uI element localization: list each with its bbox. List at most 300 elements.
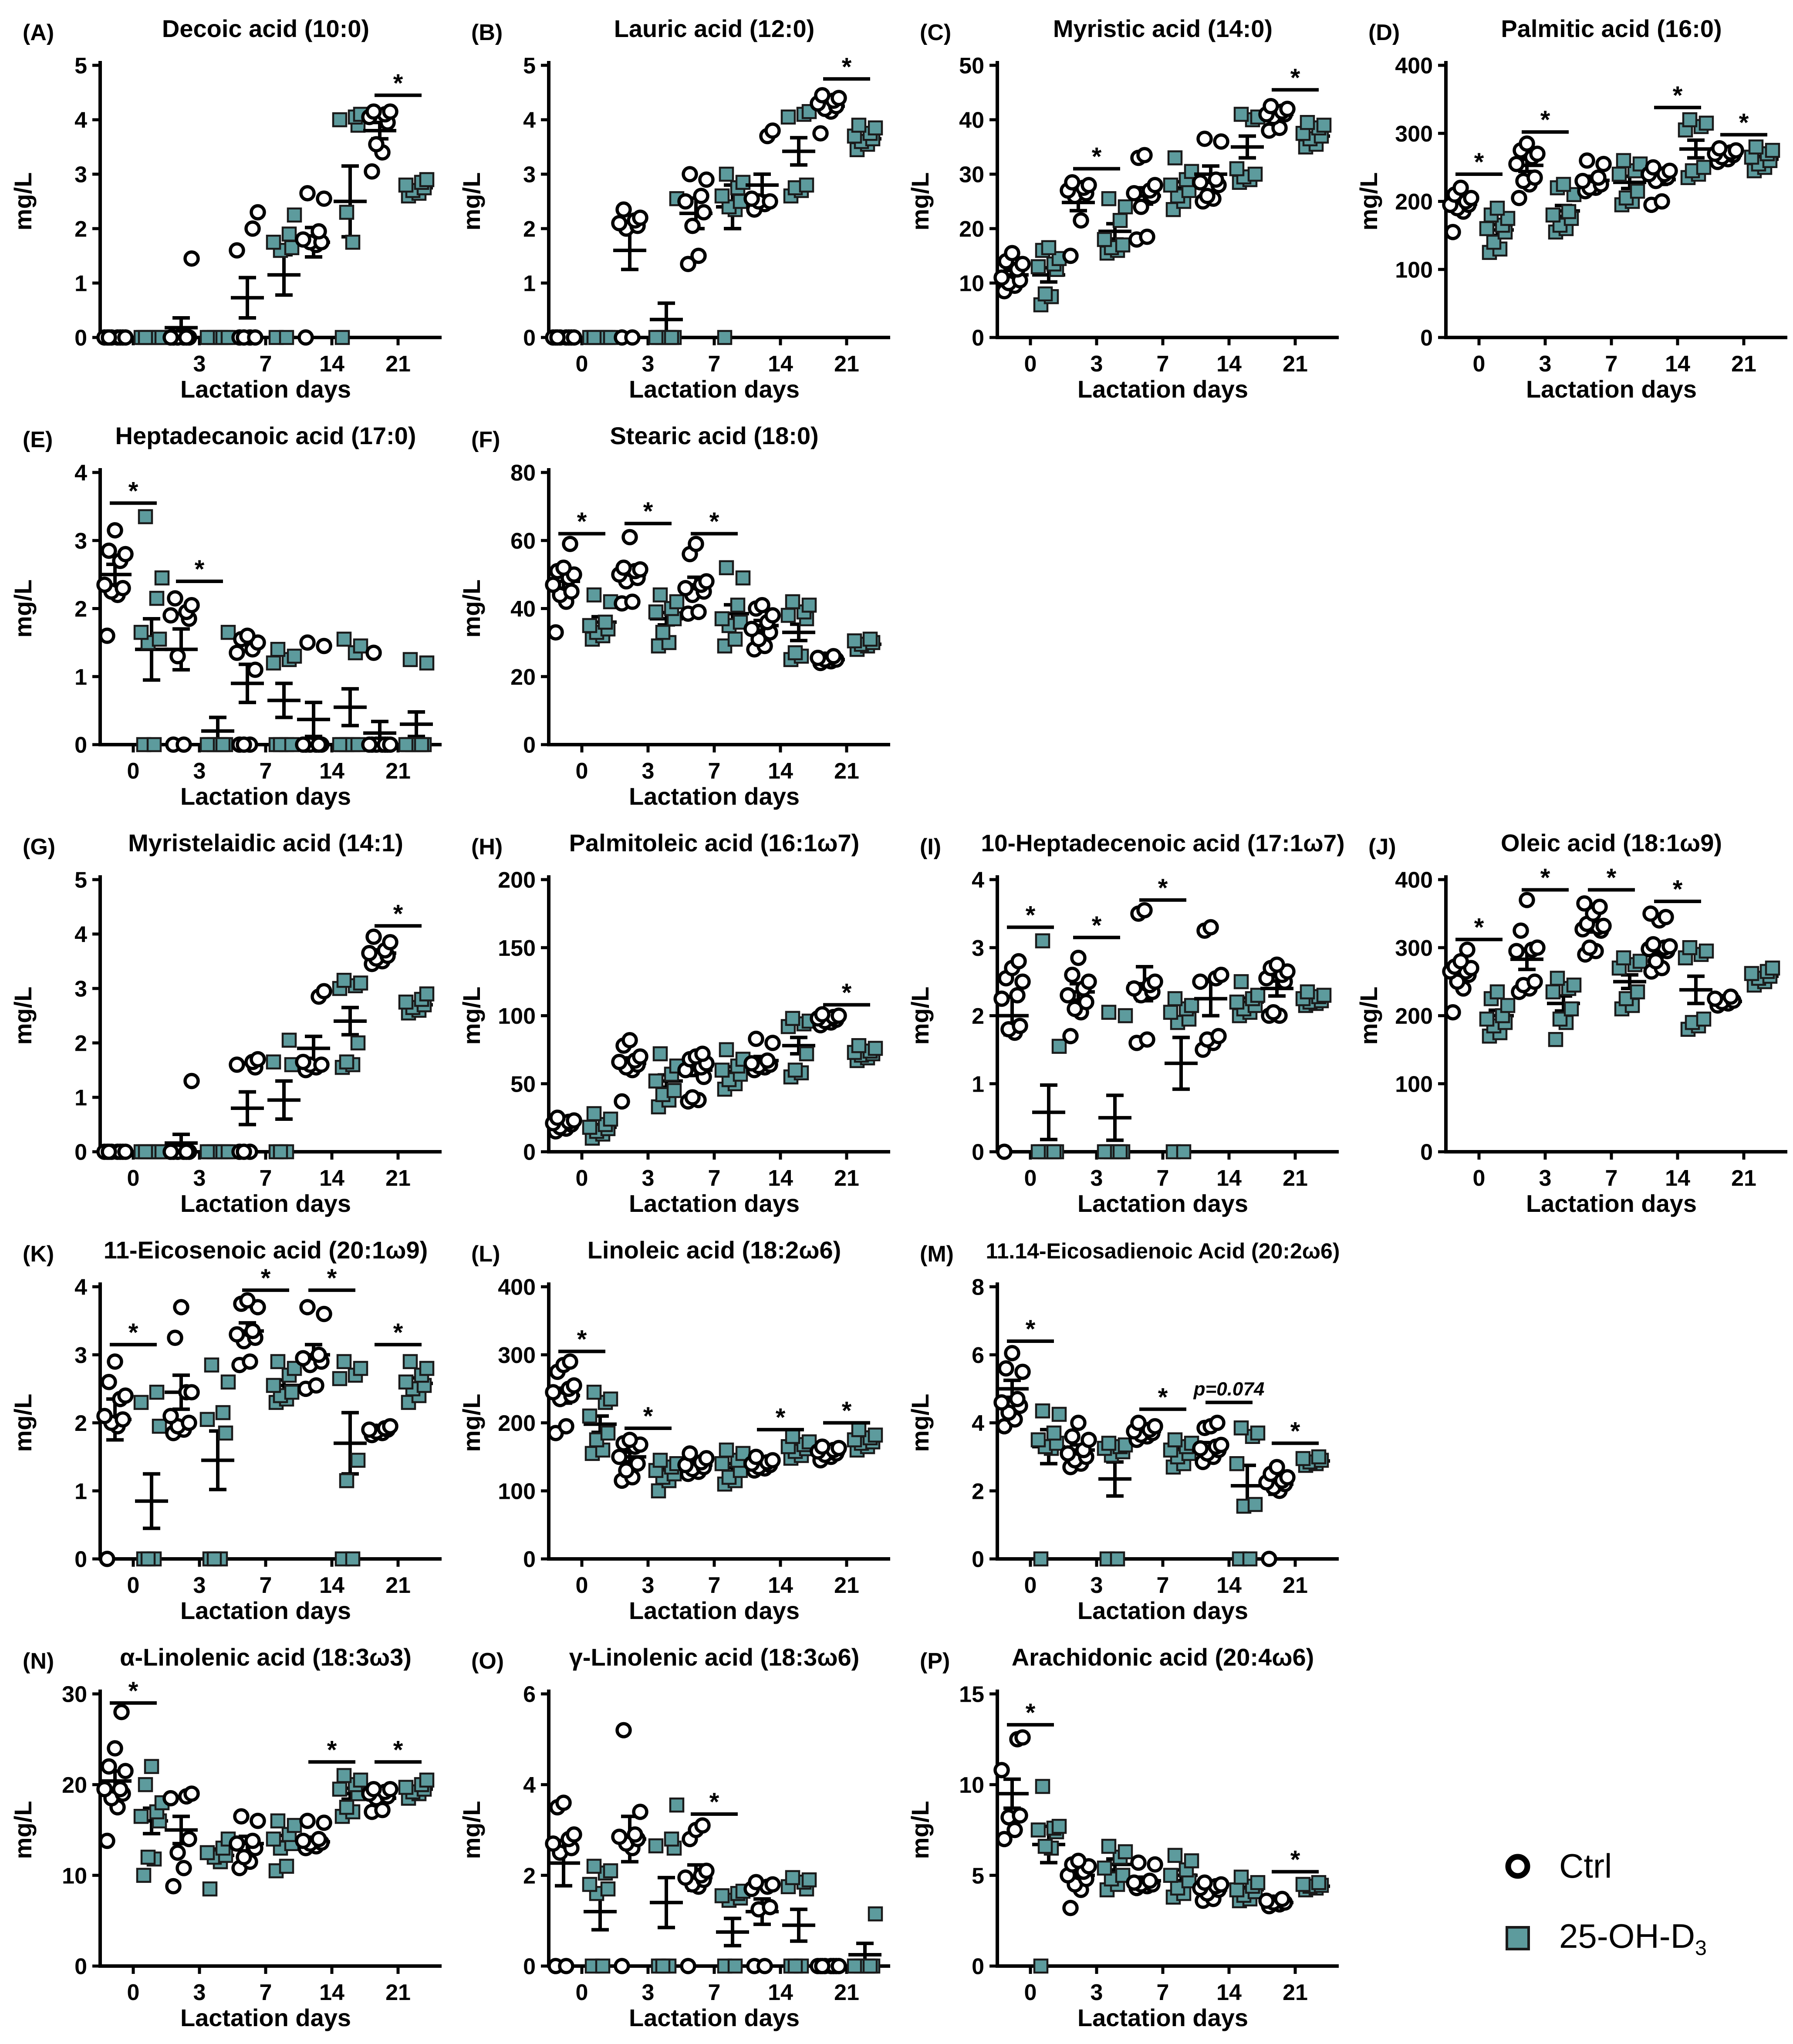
d3-error-bar	[782, 138, 815, 165]
svg-text:*: *	[1672, 875, 1683, 904]
svg-text:14: 14	[319, 1166, 344, 1191]
panel-letter: (C)	[920, 20, 952, 45]
svg-text:100: 100	[1395, 257, 1433, 283]
svg-text:0: 0	[523, 1547, 536, 1572]
svg-text:14: 14	[768, 1573, 793, 1598]
ctrl-points	[679, 537, 713, 620]
panel-title: 11-Eicosenoic acid (20:1ω9)	[103, 1236, 428, 1264]
svg-text:60: 60	[510, 528, 536, 554]
x-axis-label: Lactation days	[180, 1597, 351, 1624]
d3-points	[848, 119, 882, 156]
significance-annotation	[691, 1788, 738, 1816]
svg-text:14: 14	[1216, 1573, 1242, 1598]
svg-text:*: *	[1091, 142, 1102, 171]
significance-annotation	[1007, 901, 1054, 929]
svg-text:3: 3	[1539, 1166, 1552, 1191]
svg-text:3: 3	[1539, 351, 1552, 377]
d3-points	[1164, 1433, 1198, 1474]
svg-text:21: 21	[1731, 351, 1756, 377]
svg-text:6: 6	[972, 1342, 984, 1368]
x-axis-label: Lactation days	[628, 375, 800, 403]
significance-annotation	[823, 1397, 870, 1425]
svg-text:100: 100	[498, 1004, 536, 1029]
svg-text:*: *	[327, 1736, 337, 1764]
y-axis-label: mg/L	[458, 579, 485, 638]
ctrl-points	[995, 955, 1029, 1159]
svg-text:3: 3	[193, 759, 206, 784]
significance-annotation	[1193, 1379, 1265, 1403]
svg-text:0: 0	[127, 1573, 140, 1598]
panel-M-chart	[897, 1221, 1346, 1629]
panel-N-chart	[0, 1629, 449, 2036]
svg-text:14: 14	[319, 351, 344, 377]
panel-letter: (A)	[23, 20, 54, 45]
svg-text:*: *	[577, 1325, 587, 1354]
d3-points	[848, 633, 879, 656]
svg-text:14: 14	[319, 759, 344, 784]
svg-text:0: 0	[523, 325, 536, 351]
d3-points	[583, 588, 617, 646]
svg-text:*: *	[1025, 1698, 1036, 1727]
ctrl-points	[679, 168, 713, 270]
svg-text:3: 3	[74, 528, 87, 554]
panel-E-chart	[0, 407, 449, 814]
svg-text:7: 7	[1156, 1573, 1169, 1598]
legend-row-ctrl	[1503, 1846, 1707, 1886]
panel-title: Linoleic acid (18:2ω6)	[587, 1236, 841, 1264]
svg-text:*: *	[1540, 863, 1550, 892]
svg-text:3: 3	[972, 935, 984, 961]
panel-I-chart	[897, 814, 1346, 1221]
svg-text:3: 3	[523, 162, 536, 188]
ctrl-points	[613, 530, 647, 610]
svg-text:21: 21	[1283, 1573, 1308, 1598]
svg-text:300: 300	[498, 1342, 536, 1368]
legend-label-d3: $25-OH-D_3$	[1559, 1917, 1707, 1960]
x-axis-label: Lactation days	[628, 783, 800, 810]
ctrl-error-bar	[231, 1092, 264, 1125]
d3-points	[399, 1355, 433, 1409]
d3-points	[1032, 1404, 1066, 1565]
panel-O-chart	[449, 1629, 897, 2036]
significance-annotation	[308, 1736, 355, 1764]
svg-text:14: 14	[1216, 1166, 1242, 1191]
ctrl-points	[164, 1075, 198, 1159]
svg-text:p=0.074: p=0.074	[1193, 1378, 1265, 1400]
x-axis-label: Lactation days	[1077, 2004, 1249, 2031]
svg-text:14: 14	[319, 1573, 344, 1598]
svg-text:*: *	[327, 1264, 337, 1292]
ctrl-points	[1576, 154, 1610, 198]
svg-text:3: 3	[74, 976, 87, 1002]
ctrl-points	[1444, 181, 1478, 239]
d3-error-bar	[135, 1474, 168, 1528]
svg-text:*: *	[128, 1318, 138, 1347]
svg-text:14: 14	[1665, 1166, 1690, 1191]
svg-text:50: 50	[510, 1072, 536, 1097]
svg-text:7: 7	[708, 351, 721, 377]
panel-I	[897, 814, 1346, 1221]
svg-text:0: 0	[127, 1980, 140, 2005]
d3-marker-icon	[1503, 1923, 1533, 1953]
panel-title: Decoic acid (10:0)	[162, 15, 370, 42]
svg-text:2: 2	[523, 1863, 536, 1889]
panel-H-chart	[449, 814, 897, 1221]
svg-text:4: 4	[74, 108, 87, 133]
svg-text:*: *	[841, 978, 852, 1007]
svg-text:4: 4	[74, 460, 87, 486]
svg-text:4: 4	[523, 108, 536, 133]
ctrl-points	[547, 537, 581, 639]
d3-points	[583, 331, 617, 344]
svg-text:2: 2	[74, 216, 87, 242]
significance-annotation	[1073, 143, 1120, 171]
panel-title: Myristic acid (14:0)	[1053, 15, 1273, 42]
significance-annotation	[110, 1319, 157, 1347]
svg-text:*: *	[1606, 863, 1617, 892]
d3-points	[1098, 1437, 1132, 1565]
svg-text:21: 21	[385, 1980, 411, 2005]
svg-text:1: 1	[74, 271, 87, 297]
significance-annotation	[1654, 875, 1701, 904]
svg-text:*: *	[393, 69, 403, 98]
svg-text:*: *	[1739, 108, 1749, 137]
svg-text:21: 21	[385, 1166, 411, 1191]
panel-B	[449, 0, 897, 407]
panel-title: Stearic acid (18:0)	[610, 422, 819, 449]
panel-H	[449, 814, 897, 1221]
significance-annotation	[375, 1736, 422, 1764]
d3-error-bar	[400, 712, 433, 736]
panel-letter: (H)	[471, 834, 503, 860]
panel-title: Myristelaidic acid (14:1)	[128, 829, 403, 857]
d3-error-bar	[267, 1081, 301, 1120]
svg-text:*: *	[1290, 1845, 1300, 1874]
svg-text:3: 3	[642, 759, 655, 784]
svg-text:5: 5	[972, 1863, 984, 1889]
panel-B-chart	[449, 0, 897, 407]
svg-text:4: 4	[972, 1411, 984, 1437]
significance-annotation	[1007, 1699, 1054, 1727]
significance-annotation	[1272, 64, 1319, 92]
d3-points	[1230, 975, 1264, 1022]
d3-points	[1098, 192, 1132, 260]
significance-annotation	[1007, 1315, 1054, 1343]
svg-text:3: 3	[1090, 1573, 1103, 1598]
svg-text:3: 3	[193, 351, 206, 377]
x-axis-label: Lactation days	[180, 375, 351, 403]
ctrl-points	[1128, 148, 1162, 246]
svg-text:14: 14	[768, 1166, 793, 1191]
panel-G	[0, 814, 449, 1221]
panel-letter: (J)	[1368, 834, 1396, 860]
d3-points	[649, 1454, 683, 1497]
ctrl-points	[1444, 943, 1478, 1019]
y-axis-label: mg/L	[458, 986, 485, 1045]
ctrl-points	[1061, 1417, 1095, 1474]
svg-text:3: 3	[1090, 351, 1103, 377]
significance-annotation	[1272, 1845, 1319, 1874]
svg-text:2: 2	[972, 1004, 984, 1029]
ctrl-points	[811, 650, 843, 670]
svg-text:100: 100	[498, 1479, 536, 1504]
x-axis-label: Lactation days	[1077, 375, 1249, 403]
d3-error-bar	[1032, 1085, 1065, 1140]
svg-text:*: *	[1091, 911, 1102, 940]
panel-K	[0, 1221, 449, 1629]
svg-text:300: 300	[1395, 121, 1433, 147]
ctrl-points	[1061, 1854, 1095, 1914]
svg-text:14: 14	[1665, 351, 1690, 377]
svg-text:*: *	[393, 1736, 403, 1764]
d3-points	[1297, 985, 1330, 1012]
panel-M	[897, 1221, 1346, 1629]
svg-text:14: 14	[768, 351, 793, 377]
legend	[1503, 1846, 1707, 1960]
svg-text:3: 3	[74, 1342, 87, 1368]
y-axis-label: mg/L	[9, 1801, 37, 1859]
significance-annotation	[375, 1319, 422, 1347]
ctrl-points	[1260, 1892, 1291, 1913]
svg-text:0: 0	[575, 759, 588, 784]
significance-annotation	[1522, 106, 1569, 134]
x-axis-label: Lactation days	[180, 783, 351, 810]
panel-letter: (D)	[1368, 20, 1400, 45]
significance-annotation	[1272, 1417, 1319, 1445]
svg-text:0: 0	[972, 1140, 984, 1165]
svg-text:4: 4	[74, 1275, 87, 1300]
significance-annotation	[176, 555, 223, 584]
svg-text:7: 7	[1605, 1166, 1618, 1191]
significance-annotation	[558, 508, 605, 536]
legend-row-d3	[1503, 1916, 1707, 1960]
svg-text:21: 21	[385, 759, 411, 784]
panel-title: Palmitoleic acid (16:1ω7)	[569, 829, 860, 857]
panel-letter: (L)	[471, 1241, 500, 1267]
d3-points	[716, 168, 750, 344]
ctrl-error-bar	[297, 702, 330, 736]
svg-text:3: 3	[642, 1166, 655, 1191]
panel-letter: (O)	[471, 1649, 504, 1674]
d3-error-bar	[782, 1909, 815, 1941]
svg-text:6: 6	[523, 1682, 536, 1707]
svg-text:0: 0	[523, 1954, 536, 1980]
svg-text:7: 7	[1156, 1166, 1169, 1191]
svg-text:1: 1	[74, 664, 87, 690]
x-axis-label: Lactation days	[628, 1597, 800, 1624]
ctrl-points	[745, 1450, 779, 1477]
svg-text:*: *	[260, 1264, 271, 1292]
ctrl-points	[1260, 100, 1294, 137]
significance-annotation	[1654, 81, 1701, 110]
panel-title: γ-Linolenic acid (18:3ω6)	[569, 1643, 860, 1671]
ctrl-points	[811, 1008, 845, 1032]
ctrl-points	[98, 1355, 132, 1565]
svg-text:21: 21	[834, 1573, 859, 1598]
panel-A-chart	[0, 0, 449, 407]
panel-letter: (E)	[23, 427, 53, 452]
significance-annotation	[1455, 914, 1503, 942]
panel-G-chart	[0, 814, 449, 1221]
significance-annotation	[1588, 863, 1635, 892]
svg-text:*: *	[393, 1318, 403, 1347]
ctrl-marker-icon	[1503, 1851, 1533, 1882]
d3-error-bar	[334, 689, 367, 725]
panel-L	[449, 1221, 897, 1629]
svg-text:30: 30	[62, 1682, 87, 1707]
svg-text:7: 7	[1605, 351, 1618, 377]
x-axis-label: Lactation days	[1526, 375, 1697, 403]
svg-text:0: 0	[74, 1140, 87, 1165]
significance-annotation	[823, 53, 870, 81]
panel-F	[449, 407, 897, 814]
svg-text:0: 0	[575, 351, 588, 377]
ctrl-points	[230, 1294, 264, 1371]
x-axis-label: Lactation days	[180, 1190, 351, 1217]
d3-points	[399, 173, 433, 203]
svg-text:400: 400	[498, 1275, 536, 1300]
svg-text:0: 0	[74, 1547, 87, 1572]
svg-text:50: 50	[959, 53, 984, 79]
svg-text:7: 7	[259, 1573, 272, 1598]
svg-text:20: 20	[959, 216, 984, 242]
ctrl-points	[679, 1447, 713, 1481]
ctrl-points	[613, 203, 647, 344]
panel-C	[897, 0, 1346, 407]
ctrl-points	[1128, 1417, 1162, 1447]
significance-annotation	[625, 497, 672, 526]
d3-error-bar	[334, 166, 367, 237]
d3-points	[399, 1774, 433, 1805]
ctrl-points	[1194, 1417, 1228, 1469]
svg-text:21: 21	[1731, 1166, 1756, 1191]
significance-annotation	[1522, 863, 1569, 892]
svg-text:400: 400	[1395, 867, 1433, 893]
svg-text:*: *	[1158, 1383, 1168, 1412]
x-axis-label: Lactation days	[1526, 1190, 1697, 1217]
d3-points	[782, 1430, 816, 1465]
svg-text:21: 21	[1283, 1166, 1308, 1191]
legend-label-ctrl: Ctrl	[1559, 1847, 1612, 1885]
svg-text:8: 8	[972, 1275, 984, 1300]
panel-title: Arachidonic acid (20:4ω6)	[1011, 1643, 1314, 1671]
svg-text:14: 14	[1216, 351, 1242, 377]
svg-text:7: 7	[259, 351, 272, 377]
svg-text:10: 10	[959, 1773, 984, 1798]
svg-text:*: *	[841, 1396, 852, 1425]
svg-text:14: 14	[768, 1980, 793, 2005]
svg-text:21: 21	[1283, 351, 1308, 377]
y-axis-label: mg/L	[906, 1393, 934, 1452]
panel-title: α-Linolenic acid (18:3ω3)	[120, 1643, 412, 1671]
svg-text:0: 0	[1420, 325, 1433, 351]
significance-annotation	[375, 69, 422, 98]
y-axis-label: mg/L	[9, 1393, 37, 1452]
d3-points	[201, 1145, 235, 1158]
svg-text:3: 3	[642, 1980, 655, 2005]
svg-text:200: 200	[498, 1411, 536, 1437]
panel-D-chart	[1346, 0, 1793, 407]
panel-title: Palmitic acid (16:0)	[1501, 15, 1722, 42]
svg-text:*: *	[393, 900, 403, 928]
panel-letter: (I)	[920, 834, 942, 860]
d3-error-bar	[1231, 136, 1264, 158]
svg-text:80: 80	[510, 460, 536, 486]
svg-text:1: 1	[972, 1072, 984, 1097]
svg-text:7: 7	[708, 1573, 721, 1598]
ctrl-points	[297, 1815, 331, 1855]
svg-text:0: 0	[575, 1166, 588, 1191]
d3-points	[716, 561, 750, 653]
panel-title: Oleic acid (18:1ω9)	[1501, 829, 1722, 857]
svg-text:*: *	[1025, 901, 1036, 930]
panel-letter: (M)	[920, 1241, 954, 1267]
significance-annotation	[1720, 108, 1767, 137]
ctrl-points	[297, 985, 331, 1076]
svg-text:400: 400	[1395, 53, 1433, 79]
significance-annotation	[242, 1264, 289, 1292]
x-axis-label: Lactation days	[628, 2004, 800, 2031]
svg-text:0: 0	[1472, 1166, 1486, 1191]
svg-text:4: 4	[972, 867, 984, 893]
svg-text:3: 3	[74, 162, 87, 188]
d3-points	[1480, 985, 1514, 1043]
svg-text:*: *	[194, 555, 205, 584]
ctrl-points	[811, 1960, 845, 1973]
significance-annotation	[308, 1264, 355, 1292]
svg-text:7: 7	[1156, 351, 1169, 377]
ctrl-points	[1510, 894, 1544, 998]
d3-points	[1745, 961, 1779, 992]
svg-text:*: *	[1290, 64, 1300, 92]
ctrl-error-bar	[231, 278, 264, 318]
svg-text:2: 2	[523, 216, 536, 242]
svg-text:20: 20	[510, 664, 536, 690]
ctrl-points	[164, 1787, 198, 1893]
y-axis-label: mg/L	[9, 579, 37, 638]
svg-text:14: 14	[319, 1980, 344, 2005]
d3-error-bar	[334, 1008, 367, 1035]
svg-text:200: 200	[498, 867, 536, 893]
x-axis-label: Lactation days	[628, 1190, 800, 1217]
svg-text:7: 7	[259, 1980, 272, 2005]
svg-text:0: 0	[1024, 1166, 1037, 1191]
svg-text:0: 0	[127, 759, 140, 784]
svg-text:21: 21	[385, 1573, 411, 1598]
ctrl-points	[745, 599, 779, 656]
panel-A	[0, 0, 449, 407]
svg-text:0: 0	[74, 1954, 87, 1980]
significance-annotation	[1455, 148, 1503, 176]
svg-text:7: 7	[259, 1166, 272, 1191]
d3-error-bar	[716, 1919, 749, 1946]
y-axis-label: mg/L	[906, 1801, 934, 1859]
ctrl-error-bar	[996, 1779, 1029, 1808]
d3-points	[1297, 1450, 1328, 1472]
ctrl-points	[547, 1355, 581, 1440]
panel-title: Lauric acid (12:0)	[614, 15, 815, 42]
significance-annotation	[110, 1677, 157, 1705]
panel-F-chart	[449, 407, 897, 814]
svg-text:2: 2	[972, 1479, 984, 1504]
panel-L-chart	[449, 1221, 897, 1629]
ctrl-points	[679, 1819, 713, 1973]
svg-text:4: 4	[74, 922, 87, 948]
significance-annotation	[1139, 874, 1186, 902]
d3-error-bar	[1098, 1462, 1131, 1496]
ctrl-points	[363, 1420, 397, 1441]
panel-K-chart	[0, 1221, 449, 1629]
